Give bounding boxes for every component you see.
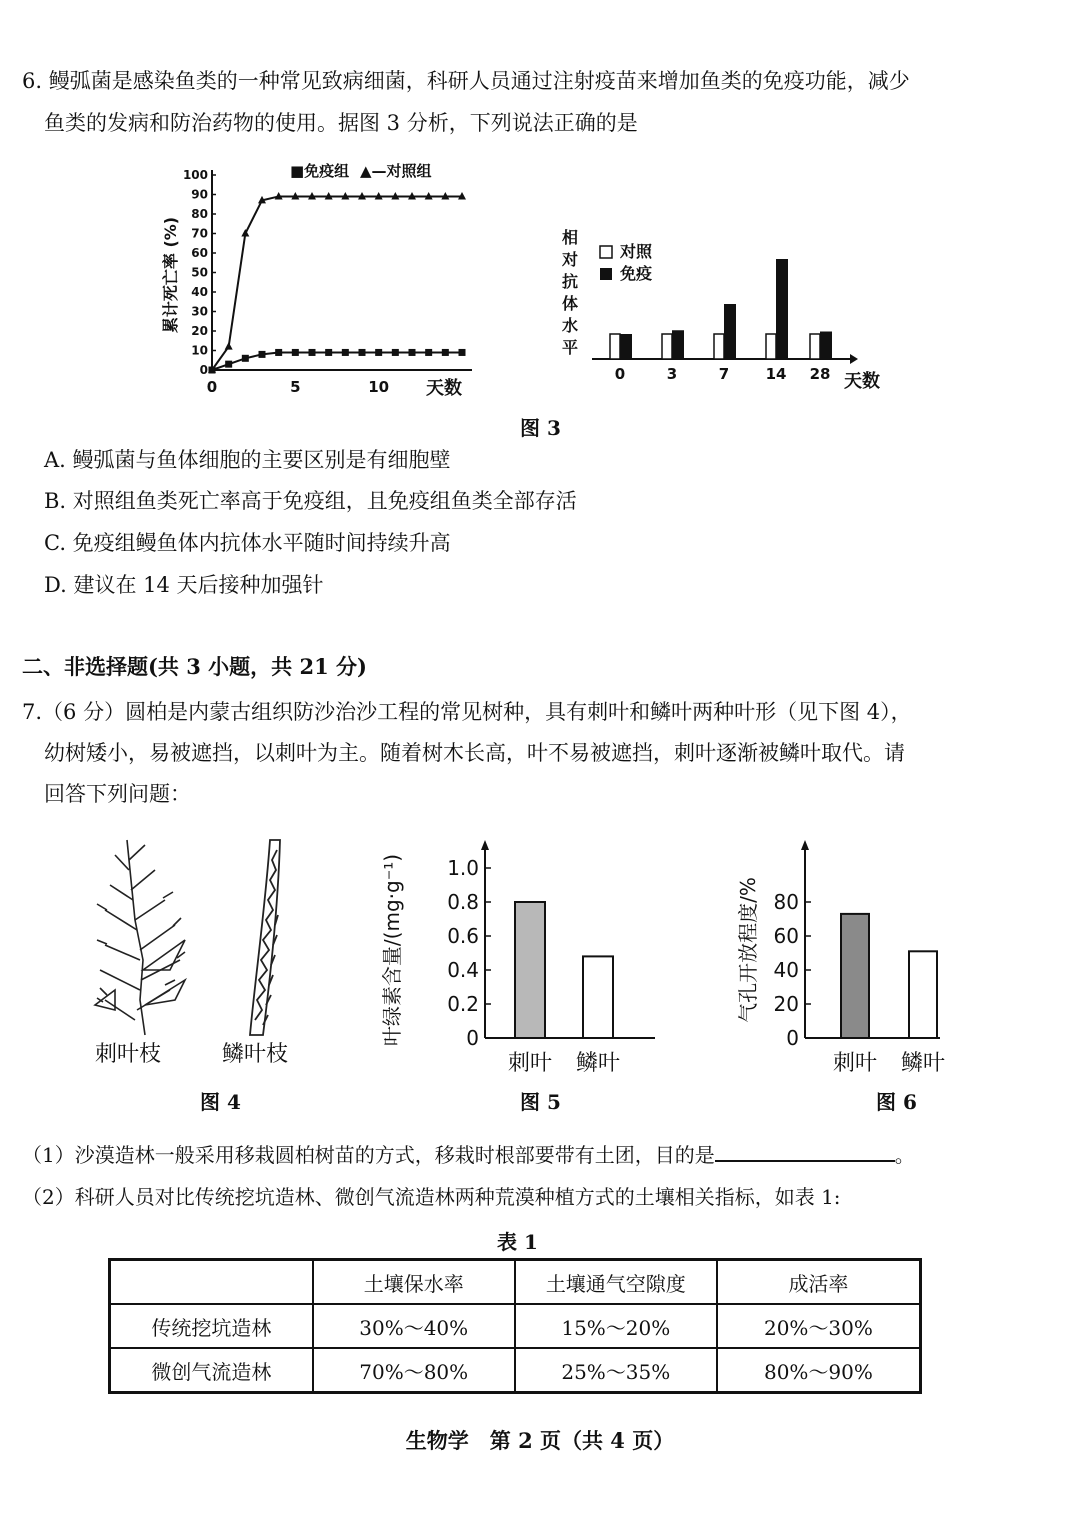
x-tick-label: 7 — [718, 365, 730, 383]
table-cell: 30%～40% — [313, 1304, 515, 1348]
y-tick-label: 0 — [466, 1026, 479, 1050]
data-point-immune — [292, 349, 299, 356]
bar-spiny — [841, 914, 869, 1038]
x-tick-label: 刺叶 — [832, 1051, 878, 1076]
y-axis-label-char: 对 — [561, 250, 579, 269]
data-point-immune — [275, 349, 282, 356]
data-point-immune — [442, 349, 449, 356]
y-axis-label-char: 平 — [561, 338, 579, 357]
table-cell: 70%～80% — [313, 1348, 515, 1393]
q7-sub2: （2）科研人员对比传统挖坑造林、微创气流造林两种荒漠种植方式的土壤相关指标，如表 1: — [22, 1185, 841, 1209]
mortality-line-chart — [150, 150, 510, 410]
y-tick-label: 60 — [773, 924, 799, 948]
q7-line3: 回答下列问题： — [44, 782, 191, 806]
x-tick-label: 10 — [368, 378, 390, 396]
q6-option-b: B. 对照组鱼类死亡率高于免疫组，且免疫组鱼类全部存活 — [44, 489, 577, 513]
chlorophyll-bar-chart — [375, 840, 665, 1080]
table-1-title: 表 1 — [497, 1230, 538, 1254]
figure-5-title: 图 5 — [520, 1090, 561, 1114]
table-cell: 微创气流造林 — [110, 1348, 313, 1393]
y-tick-label: 90 — [191, 187, 208, 202]
x-axis-label: 天数 — [844, 371, 880, 392]
q7-line2: 幼树矮小，易被遮挡，以刺叶为主。随着树木长高，叶不易被遮挡，刺叶逐渐被鳞叶取代。请 — [44, 741, 905, 765]
legend-swatch-control — [600, 246, 612, 258]
table-cell: 15%～20% — [515, 1304, 717, 1348]
bar-control — [714, 334, 724, 359]
table-cell: 25%～35% — [515, 1348, 717, 1393]
data-point-immune — [225, 361, 232, 368]
table-1 — [108, 1258, 922, 1394]
data-point-immune — [392, 349, 399, 356]
data-point-immune — [425, 349, 432, 356]
figure-4-branches — [85, 830, 325, 1050]
y-axis-label: 气孔开放程度/% — [736, 877, 760, 1023]
table-row — [110, 1304, 921, 1348]
x-tick-label: 鳞叶 — [575, 1051, 621, 1076]
y-tick-label: 80 — [773, 890, 799, 914]
x-axis-label: 天数 — [426, 378, 462, 399]
data-point-immune — [459, 349, 466, 356]
data-point-immune — [259, 351, 266, 358]
bar-immune — [776, 259, 788, 359]
x-axis-arrow — [850, 354, 858, 364]
fig4-label-scale: 鳞叶枝 — [222, 1042, 289, 1067]
scale-leaf-branch-illustration — [250, 840, 280, 1035]
x-tick-label: 刺叶 — [507, 1051, 553, 1076]
y-tick-label: 50 — [191, 265, 208, 280]
q6-line2: 鱼类的发病和防治药物的使用。据图 3 分析，下列说法正确的是 — [44, 111, 638, 135]
answer-blank[interactable] — [715, 1140, 895, 1162]
x-tick-label: 0 — [614, 365, 626, 383]
bar-control — [766, 334, 776, 359]
legend-immune: ■免疫组 — [290, 162, 350, 180]
y-axis-label-char: 体 — [561, 294, 579, 313]
bar-immune — [724, 304, 736, 359]
page-footer: 生物学 第 2 页（共 4 页） — [405, 1428, 675, 1453]
bar-scale — [909, 951, 937, 1038]
y-tick-label: 40 — [773, 958, 799, 982]
table-header-cell: 土壤保水率 — [313, 1260, 515, 1305]
fig4-label-spiny: 刺叶枝 — [95, 1042, 162, 1067]
data-point-immune — [325, 349, 332, 356]
y-axis-arrow — [801, 840, 809, 850]
data-point-immune — [342, 349, 349, 356]
y-tick-label: 0.4 — [447, 958, 479, 982]
series-line-对照组 — [212, 196, 462, 370]
y-axis-label-char: 抗 — [561, 272, 579, 291]
data-point-immune — [409, 349, 416, 356]
y-tick-label: 100 — [182, 168, 208, 182]
figure-3-title: 图 3 — [520, 416, 561, 440]
y-tick-label: 70 — [191, 226, 208, 241]
y-tick-label: 0 — [786, 1026, 799, 1050]
x-tick-label: 鳞叶 — [900, 1051, 946, 1076]
q7-sub1 — [22, 1140, 915, 1170]
y-tick-label: 0.8 — [447, 890, 479, 914]
q6-option-d: D. 建议在 14 天后接种加强针 — [44, 573, 324, 597]
figure-6-title: 图 6 — [876, 1090, 917, 1114]
y-tick-label: 80 — [191, 207, 208, 221]
q6-line1: 6. 鳗弧菌是感染鱼类的一种常见致病细菌，科研人员通过注射疫苗来增加鱼类的免疫功能，减少 — [22, 69, 910, 93]
y-tick-label: 20 — [191, 324, 208, 338]
bar-control — [662, 334, 672, 359]
line-chart-ylabel: 累计死亡率 (%) — [161, 216, 180, 334]
data-point-immune — [375, 349, 382, 356]
series-line-免疫组 — [212, 352, 462, 370]
y-axis-label-char: 相 — [561, 228, 579, 247]
q7-sub1-end: 。 — [894, 1143, 915, 1167]
y-tick-label: 60 — [191, 246, 208, 260]
x-tick-label: 28 — [809, 365, 831, 383]
y-axis-arrow — [481, 840, 489, 850]
data-point-immune — [359, 349, 366, 356]
x-tick-label: 5 — [290, 378, 301, 396]
table-header-cell: 成活率 — [717, 1260, 921, 1305]
bar-immune — [672, 330, 684, 359]
legend-control: ▲—对照组 — [360, 162, 432, 180]
bar-immune — [620, 334, 632, 359]
x-tick-label: 14 — [765, 365, 787, 383]
table-cell: 20%～30% — [717, 1304, 921, 1348]
legend-swatch-immune — [600, 268, 612, 280]
data-point-control — [225, 342, 233, 350]
legend-control: 对照 — [620, 242, 653, 261]
table-row — [110, 1348, 921, 1393]
y-tick-label: 0 — [199, 363, 208, 377]
y-axis-label: 叶绿素含量/(mg·g⁻¹) — [380, 853, 404, 1047]
y-axis-label-char: 水 — [561, 316, 579, 335]
y-tick-label: 20 — [773, 992, 799, 1016]
spiny-leaf-branch-illustration — [95, 840, 185, 1035]
bar-control — [810, 334, 820, 359]
y-tick-label: 10 — [191, 343, 208, 358]
table-header-row — [110, 1260, 921, 1305]
table-header-cell — [110, 1260, 313, 1305]
bar-immune — [820, 332, 832, 360]
legend-immune: 免疫 — [620, 264, 653, 283]
data-point-immune — [242, 355, 249, 362]
x-tick-label: 0 — [206, 378, 218, 396]
q6-option-a: A. 鳗弧菌与鱼体细胞的主要区别是有细胞壁 — [44, 448, 451, 472]
q7-line1: 7.（6 分）圆柏是内蒙古组织防沙治沙工程的常见树种，具有刺叶和鳞叶两种叶形（见下图 4）， — [22, 700, 912, 724]
y-tick-label: 40 — [191, 285, 208, 299]
bar-scale — [583, 956, 613, 1038]
bar-spiny — [515, 902, 545, 1038]
data-point-immune — [309, 349, 316, 356]
stomata-bar-chart — [735, 840, 975, 1080]
y-tick-label: 0.2 — [447, 992, 479, 1016]
x-tick-label: 3 — [666, 365, 678, 383]
table-header-cell: 土壤通气空隙度 — [515, 1260, 717, 1305]
section-2-heading: 二、非选择题(共 3 小题，共 21 分) — [22, 654, 367, 679]
q7-sub1-text: （1）沙漠造林一般采用移栽圆柏树苗的方式，移栽时根部要带有土团，目的是 — [22, 1143, 715, 1167]
bar-control — [610, 334, 620, 359]
table-cell: 80%～90% — [717, 1348, 921, 1393]
q6-option-c: C. 免疫组鳗鱼体内抗体水平随时间持续升高 — [44, 531, 451, 555]
y-tick-label: 30 — [191, 304, 208, 319]
table-cell: 传统挖坑造林 — [110, 1304, 313, 1348]
y-tick-label: 1.0 — [447, 856, 479, 880]
antibody-bar-chart — [550, 225, 900, 400]
y-tick-label: 0.6 — [447, 924, 479, 948]
figure-4-title: 图 4 — [200, 1090, 241, 1114]
